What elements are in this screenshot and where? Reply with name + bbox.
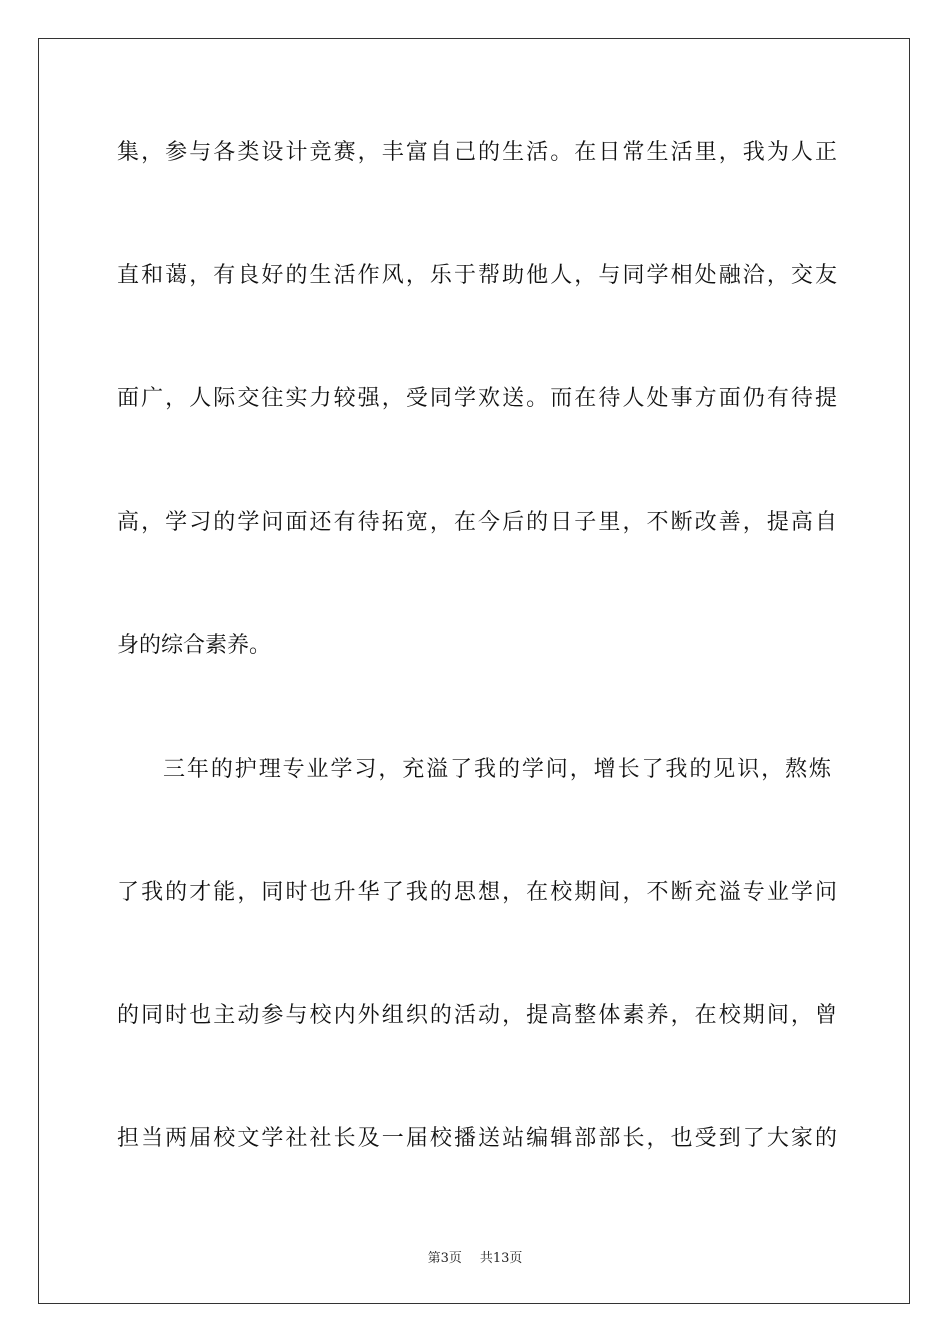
paragraph-line-last: 身的综合素养。 [117,633,272,658]
page-total: 共13页 [479,1251,523,1266]
paragraph-line: 了我的才能，同时也升华了我的思想，在校期间，不断充溢专业学问 [117,880,837,905]
page-footer [0,1247,950,1266]
page-number: 第3页 [427,1251,462,1266]
paragraph-line: 集，参与各类设计竞赛，丰富自己的生活。在日常生活里，我为人正 [117,140,837,165]
paragraph-line: 的同时也主动参与校内外组织的活动，提高整体素养，在校期间，曾 [117,1003,837,1028]
paragraph-line: 直和蔼，有良好的生活作风，乐于帮助他人，与同学相处融洽，交友 [117,263,837,288]
page-frame [38,38,910,1304]
paragraph-line: 面广，人际交往实力较强，受同学欢送。而在待人处事方面仍有待提 [117,386,837,411]
paragraph-line: 高，学习的学问面还有待拓宽，在今后的日子里，不断改善，提高自 [117,510,837,535]
paragraph-line-indented: 三年的护理专业学习，充溢了我的学问，增长了我的见识，熬炼 [163,757,831,782]
paragraph-line: 担当两届校文学社社长及一届校播送站编辑部部长，也受到了大家的 [117,1126,837,1151]
